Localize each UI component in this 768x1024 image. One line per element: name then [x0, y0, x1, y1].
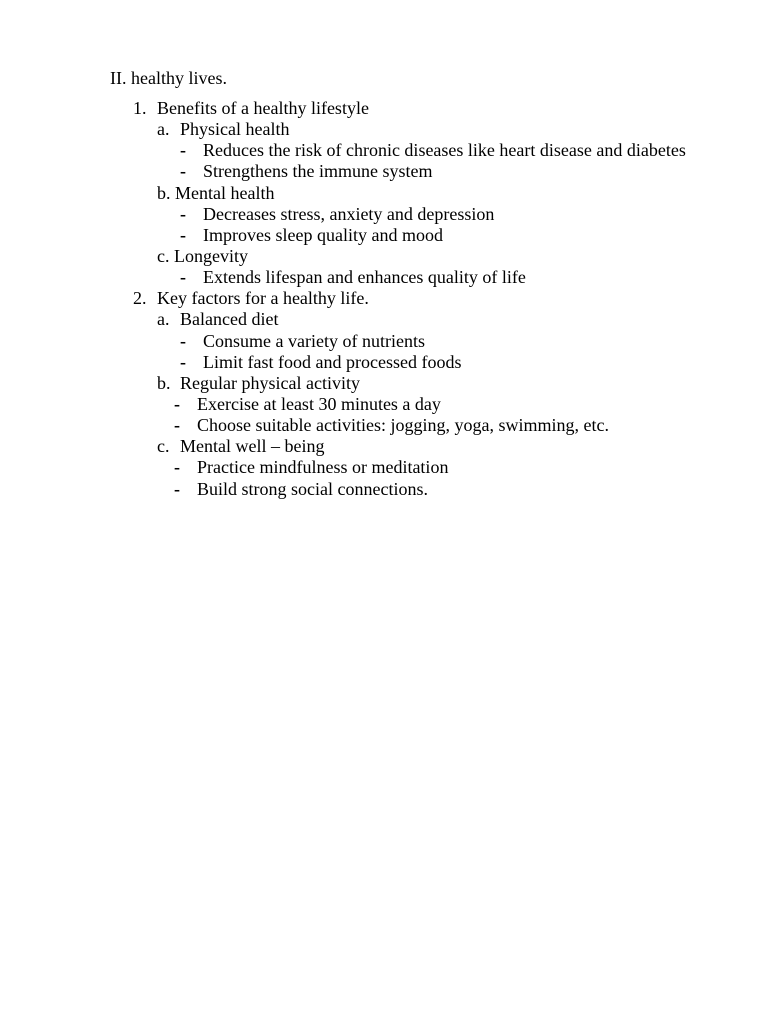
dash-bullet-icon: - — [180, 203, 186, 224]
list-item-level-2 — [0, 183, 768, 204]
dash-bullet-icon: - — [180, 161, 186, 182]
dash-bullet-icon: - — [180, 330, 186, 351]
bullet-text: Strengthens the immune system — [203, 161, 433, 182]
list-item-bullet — [0, 394, 768, 415]
list-item-bullet — [0, 204, 768, 225]
list-item-bullet — [0, 415, 768, 436]
item-title: Regular physical activity — [180, 372, 360, 393]
item-title-with-letter — [157, 183, 274, 204]
bullet-text: Extends lifespan and enhances quality of life — [203, 267, 526, 288]
list-item-level-2 — [0, 373, 768, 394]
item-letter: b. — [157, 372, 171, 393]
list-item-level-2 — [0, 436, 768, 457]
list-item-bullet — [0, 161, 768, 182]
bullet-text: Build strong social connections. — [197, 478, 428, 499]
dash-bullet-icon: - — [180, 140, 186, 161]
bullet-text: Decreases stress, anxiety and depression — [203, 203, 495, 224]
dash-bullet-icon: - — [174, 457, 180, 478]
bullet-text: Consume a variety of nutrients — [203, 330, 425, 351]
item-number: 2. — [133, 288, 147, 309]
list-item-bullet — [0, 457, 768, 478]
item-title-with-letter — [157, 246, 248, 267]
bullet-text: Reduces the risk of chronic diseases like heart disease and diabetes — [203, 140, 686, 161]
item-title: Balanced diet — [180, 309, 279, 330]
item-title: Key factors for a healthy life. — [157, 288, 369, 309]
list-item-level-1 — [0, 98, 768, 119]
item-letter: b. — [157, 182, 171, 203]
section-heading: II. healthy lives. — [110, 68, 227, 88]
dash-bullet-icon: - — [180, 267, 186, 288]
dash-bullet-icon: - — [174, 393, 180, 414]
list-item-bullet — [0, 352, 768, 373]
list-item-level-2 — [0, 246, 768, 267]
item-title: Longevity — [174, 245, 248, 266]
bullet-text: Exercise at least 30 minutes a day — [197, 393, 441, 414]
bullet-text: Practice mindfulness or meditation — [197, 457, 449, 478]
outline-list — [0, 98, 768, 500]
item-letter: c. — [157, 436, 170, 457]
list-item-bullet — [0, 479, 768, 500]
dash-bullet-icon: - — [174, 415, 180, 436]
dash-bullet-icon: - — [180, 351, 186, 372]
item-letter: a. — [157, 119, 170, 140]
bullet-text: Limit fast food and processed foods — [203, 351, 462, 372]
dash-bullet-icon: - — [174, 478, 180, 499]
item-title: Physical health — [180, 119, 290, 140]
item-title: Benefits of a healthy lifestyle — [157, 98, 369, 118]
list-item-bullet — [0, 140, 768, 161]
item-letter: c. — [157, 245, 170, 266]
item-title: Mental health — [175, 182, 275, 203]
item-title: Mental well – being — [180, 436, 325, 457]
bullet-text: Choose suitable activities: jogging, yoga, swimming, etc. — [197, 415, 609, 436]
list-item-level-2 — [0, 309, 768, 330]
dash-bullet-icon: - — [180, 224, 186, 245]
item-number: 1. — [133, 98, 147, 118]
list-item-level-2 — [0, 119, 768, 140]
list-item-bullet — [0, 331, 768, 352]
list-item-level-1 — [0, 288, 768, 309]
item-letter: a. — [157, 309, 170, 330]
list-item-bullet — [0, 267, 768, 288]
list-item-bullet — [0, 225, 768, 246]
bullet-text: Improves sleep quality and mood — [203, 224, 443, 245]
